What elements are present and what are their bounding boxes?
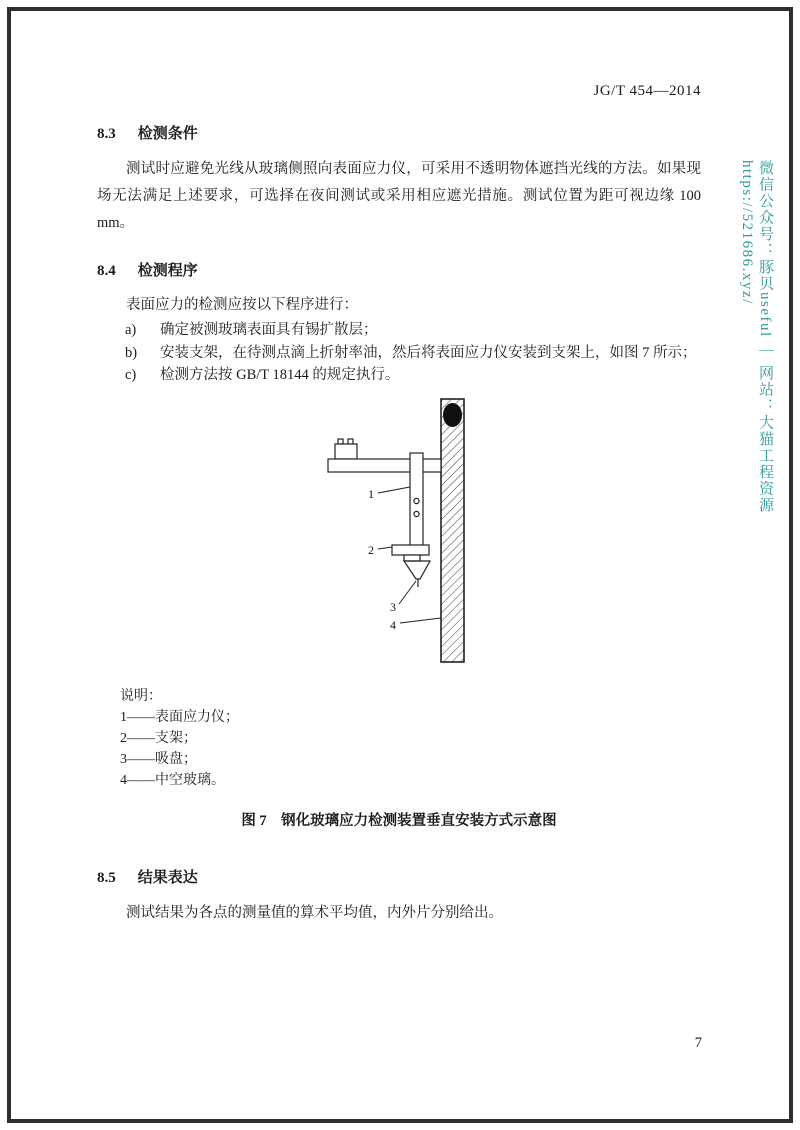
list-item-text: 确定被测玻璃表面具有锡扩散层； xyxy=(160,322,378,338)
bracket-arm xyxy=(328,439,441,472)
page-content xyxy=(11,11,789,1119)
figure-7 xyxy=(97,397,701,672)
section-title: 结果表达 xyxy=(137,869,198,886)
glass-pane xyxy=(441,399,464,662)
section-number: 8.4 xyxy=(97,263,116,279)
legend-item: 2——支架； xyxy=(120,730,197,746)
stress-meter-rail xyxy=(410,453,423,555)
section-8-5-paragraph: 测试结果为各点的测量值的算术平均值，内外片分别给出。 xyxy=(126,904,503,921)
list-item xyxy=(97,364,701,387)
section-8-4-heading xyxy=(97,259,701,280)
lower-clamp xyxy=(392,545,429,561)
section-8-5-heading xyxy=(97,866,701,887)
section-8-3-heading xyxy=(97,122,701,143)
watermark-text: 微信公众号：豚贝useful ｜ 网站：大猫工程资源 https://521686.xyz/ xyxy=(739,160,773,514)
callout-4: 4 xyxy=(390,617,396,632)
legend-item: 4——中空玻璃。 xyxy=(120,772,225,788)
list-item-label: a) xyxy=(125,322,137,338)
section-number: 8.3 xyxy=(97,126,116,142)
section-title: 检测条件 xyxy=(137,126,198,142)
section-8-3-paragraph: 测试时应避免光线从玻璃侧照向表面应力仪，可采用不透明物体遮挡光线的方法。如果现场无法满足上述要求，可选择在夜间测试或采用相应遮光措施。测试位置为距可视边缘 100 mm。 xyxy=(97,161,701,231)
glass-top-cap xyxy=(443,403,462,427)
figure-legend xyxy=(120,686,701,791)
procedure-list xyxy=(97,319,701,387)
figure-diagram xyxy=(326,397,486,667)
figure-caption: 图 7 钢化玻璃应力检测装置垂直安装方式示意图 xyxy=(241,812,557,829)
list-item xyxy=(97,319,701,342)
callout-3: 3 xyxy=(390,599,396,614)
section-title: 检测程序 xyxy=(137,263,198,279)
section-number: 8.5 xyxy=(97,869,116,886)
list-item-text: 安装支架，在待测点滴上折射率油，然后将表面应力仪安装到支架上，如图 7 所示； xyxy=(160,344,697,361)
standard-number-header: JG/T 454—2014 xyxy=(593,83,701,99)
legend-title: 说明： xyxy=(120,688,162,704)
suction-cup xyxy=(404,561,430,587)
list-item-label: c) xyxy=(125,367,137,383)
callout-2: 2 xyxy=(368,542,374,557)
legend-item: 3——吸盘； xyxy=(120,751,197,767)
legend-item: 1——表面应力仪； xyxy=(120,709,239,725)
section-8-4-intro: 表面应力的检测应按以下程序进行： xyxy=(126,297,358,313)
list-item-label: b) xyxy=(125,344,138,361)
list-item xyxy=(97,342,701,365)
page-number: 7 xyxy=(694,1035,702,1051)
list-item-text: 检测方法按 GB/T 18144 的规定执行。 xyxy=(160,367,400,383)
callout-1: 1 xyxy=(368,486,374,501)
